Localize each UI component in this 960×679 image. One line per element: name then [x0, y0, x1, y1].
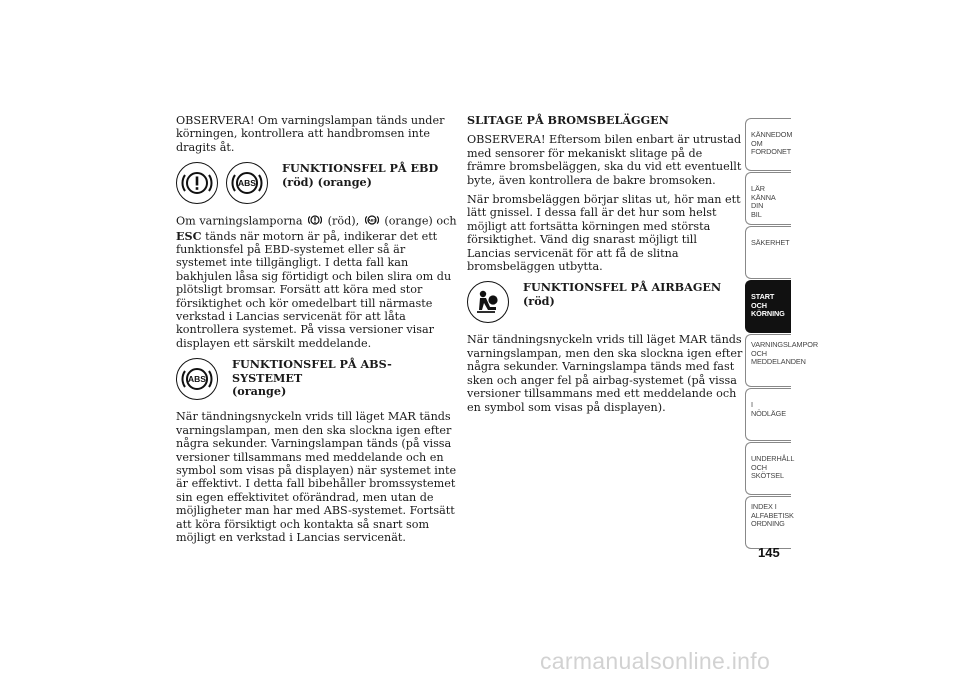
- tab-index[interactable]: [745, 496, 794, 549]
- tab-label: START OCH: [751, 292, 775, 310]
- tab-label: MEDDELANDEN: [751, 357, 806, 367]
- tab-sakerhet[interactable]: [745, 226, 791, 279]
- ebd-body-paragraph: [176, 214, 459, 350]
- tab-varningslampor[interactable]: [745, 334, 818, 387]
- brake-warning-icon-inline: [308, 214, 322, 229]
- tab-label: UNDERHÅLL OCH: [751, 454, 795, 472]
- abs-body-paragraph: När tändningsnyckeln vrids till läget MAR tänds varningslampan, men den ska slockna igen efter några sekunder. Varningslampan tänds (på vissa versioner tillsammans med meddelande och en symbol som visas på displayen) när systemet inte är effektivt. I detta fall bibehåller bromssystemet sin egen effektivitet oförändrad, men utan de möjligheter man har med ABS-systemet. Fortsätt att köra försiktigt och kontakta så snart som möjligt en verkstad i Lancias servicenät.: [176, 410, 457, 544]
- ebd-heading-title: FUNKTIONSFEL PÅ EBD: [282, 161, 439, 176]
- brake-warning-icon: [176, 162, 218, 204]
- tab-label: BIL: [751, 209, 762, 219]
- abs-icons: [176, 358, 218, 400]
- page-number: 145: [758, 545, 780, 560]
- abs-icon: [226, 162, 268, 204]
- ebd-body-part2: (röd),: [327, 214, 360, 228]
- tab-label: FORDONET: [751, 147, 792, 157]
- abs-inline-label: ABS: [367, 218, 376, 223]
- left-column: [176, 114, 459, 550]
- tab-label: VARNINGSLAMPOR: [751, 340, 818, 349]
- abs-heading-block: [176, 358, 459, 400]
- ebd-icons: [176, 162, 268, 204]
- abs-heading-color: (orange): [232, 384, 287, 399]
- airbag-heading: FUNKTIONSFEL PÅ AIRBAGEN (röd): [523, 280, 722, 308]
- abs-icon-inline: [365, 214, 379, 229]
- tab-label: LÄR KÄNNA DIN: [751, 184, 776, 211]
- airbag-heading-block: [467, 281, 743, 323]
- ebd-body-part1: Om varningslamporna: [176, 214, 303, 228]
- brake-wear-title: SLITAGE PÅ BROMSBELÄGGEN: [467, 113, 669, 127]
- tab-label: I NÖDLÄGE: [751, 400, 786, 418]
- watermark: carmanualsonline.info: [540, 648, 771, 674]
- right-column: [467, 114, 743, 420]
- tab-kannedom[interactable]: [745, 118, 791, 171]
- tab-label: SKÖTSEL: [751, 471, 784, 481]
- abs-heading: [232, 358, 459, 398]
- tab-label: KÖRNING: [751, 309, 785, 319]
- tab-label: ORDNING: [751, 519, 785, 529]
- brake-wear-para1: OBSERVERA! Eftersom bilen enbart är utrustad med sensorer för mekaniskt slitage på de främre bromsbeläggen, ska du vid ett eventuellt byte, även kontrollera de bakre bromsoken.: [467, 133, 742, 187]
- abs-icon: [176, 358, 218, 400]
- tab-lar-kanna[interactable]: [745, 172, 791, 225]
- ebd-heading-colors: (röd) (orange): [282, 174, 372, 189]
- tab-label: ALFABETISK: [751, 510, 794, 520]
- ebd-heading-block: [176, 162, 459, 204]
- tab-underhall[interactable]: [745, 442, 795, 495]
- ebd-body-part3: (orange) och: [384, 214, 457, 228]
- abs-heading-title: FUNKTIONSFEL PÅ ABS-SYSTEMET: [232, 357, 392, 385]
- ebd-body-esc: ESC: [176, 228, 202, 243]
- tab-label: INDEX I: [751, 502, 777, 511]
- ebd-heading: [282, 162, 438, 189]
- abs-icon-label: ABS: [238, 178, 256, 189]
- tab-label: SÄKERHET: [751, 238, 790, 247]
- intro-paragraph: OBSERVERA! Om varningslampan tänds under körningen, kontrollera att handbromsen inte dragits åt.: [176, 114, 445, 154]
- chapter-tabs: [745, 118, 818, 550]
- tab-nodlage[interactable]: [745, 388, 791, 441]
- airbag-icon: [467, 281, 509, 323]
- tab-label: OCH: [751, 348, 767, 358]
- abs-section-icon-label: ABS: [188, 374, 206, 385]
- tab-label: KÄNNEDOM OM: [751, 130, 793, 148]
- airbag-icons: [467, 281, 509, 323]
- brake-wear-para2: När bromsbeläggen börjar slitas ut, hör man ett lätt gnissel. I dessa fall är det hur som helst möjligt att fortsätta körningen med största försiktighet. Vänd dig snarast möjligt till Lancias servicenät för att få de slitna bromsbeläggen utbytta.: [467, 193, 741, 274]
- airbag-body-paragraph: När tändningsnyckeln vrids till läget MAR tänds varningslampan, men den ska slockna igen efter några sekunder. Varningslampa tänds med fast sken och anger fel på airbag-systemet (på vissa versioner tillsammans med ett meddelande och en symbol som visas på displayen).: [467, 333, 743, 414]
- tab-start-korning[interactable]: [745, 280, 791, 333]
- ebd-body-part4: tänds när motorn är på, indikerar det ett funktionsfel på EBD-systemet eller så är systemet inte tillgängligt. I detta fall kan bakhjulen låsa sig förtidigt och bilen slira om du plötsligt bromsar. Forsätt att köra med stor försiktighet och kör omedelbart till närmaste verkstad i Lancias servicenät för att låta kontrollera systemet. På vissa versioner visar displayen ett särskilt meddelande.: [176, 229, 452, 350]
